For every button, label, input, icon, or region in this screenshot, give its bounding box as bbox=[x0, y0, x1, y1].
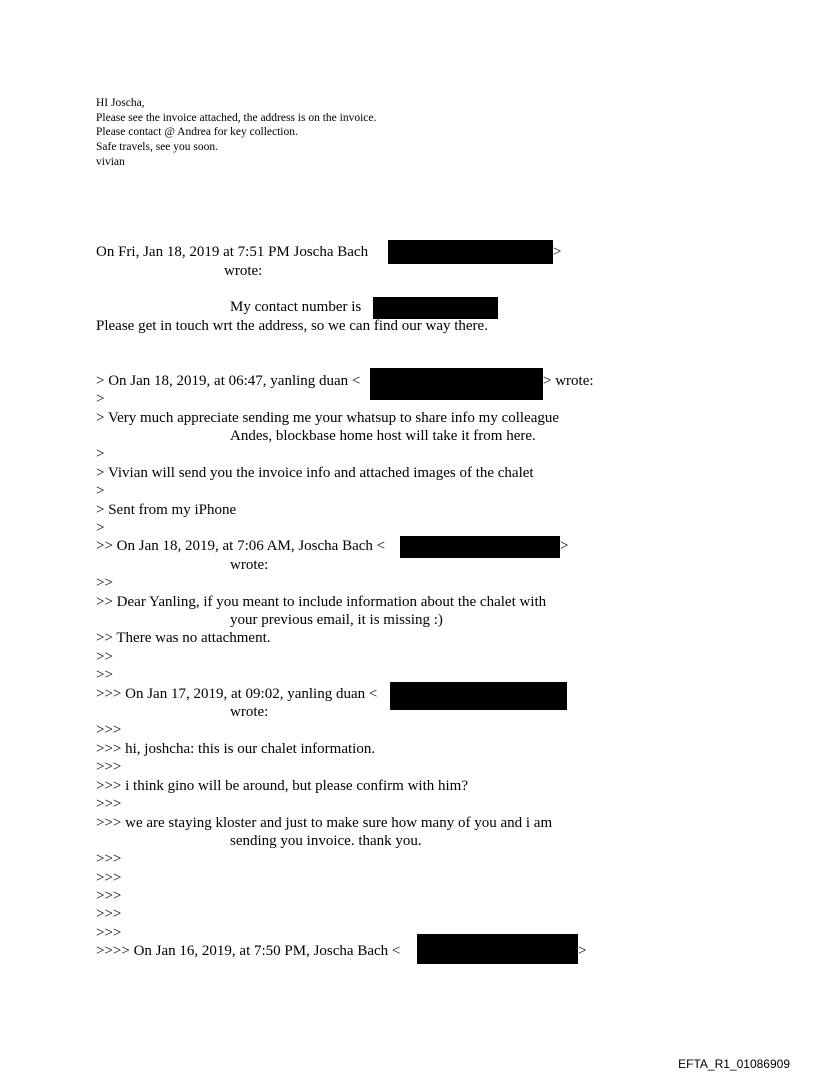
quote-line: >>> bbox=[96, 906, 122, 922]
msg1-body: Please get in touch wrt the address, so we can find our way there. bbox=[96, 318, 488, 334]
quote-line: > Sent from my iPhone bbox=[96, 502, 237, 518]
msg1-wrote: wrote: bbox=[224, 263, 263, 279]
quote-line: >> Dear Yanling, if you meant to include information about the chalet with bbox=[96, 594, 547, 610]
quote-line: > Very much appreciate sending me your whatsup to share info my colleague bbox=[96, 410, 560, 426]
greeting-line-3: Please contact @ Andrea for key collection. bbox=[96, 126, 298, 138]
quote-line: > bbox=[96, 391, 105, 407]
quote-line: >>> bbox=[96, 888, 122, 904]
msg1-header-tail: > bbox=[553, 244, 562, 260]
redaction-box bbox=[373, 297, 498, 319]
quote-line: >> bbox=[96, 667, 113, 683]
quote-line: > Vivian will send you the invoice info and attached images of the chalet bbox=[96, 465, 534, 481]
quote-line: >> bbox=[96, 649, 113, 665]
quote-line-wrapped: wrote: bbox=[230, 557, 269, 573]
quote-line-wrapped: sending you invoice. thank you. bbox=[230, 833, 422, 849]
quote-line: > bbox=[96, 483, 105, 499]
quote-line: >>> hi, joshcha: this is our chalet information. bbox=[96, 741, 376, 757]
redaction-box bbox=[417, 934, 578, 964]
quote-line: >>> bbox=[96, 796, 122, 812]
quote-line-wrapped: Andes, blockbase home host will take it from here. bbox=[230, 428, 536, 444]
quote-line: >> There was no attachment. bbox=[96, 630, 271, 646]
quote-line-wrapped: wrote: bbox=[230, 704, 269, 720]
quote-line-wrapped: your previous email, it is missing :) bbox=[230, 612, 443, 628]
quote-line: >>> i think gino will be around, but please confirm with him? bbox=[96, 778, 468, 794]
quote-line-tail: > wrote: bbox=[543, 373, 594, 389]
document-id-footer: EFTA_R1_01086909 bbox=[678, 1057, 790, 1071]
quote-line: >>>> On Jan 16, 2019, at 7:50 PM, Joscha Bach < bbox=[96, 943, 401, 959]
quote-line-tail: > bbox=[578, 943, 587, 959]
quote-line: > On Jan 18, 2019, at 06:47, yanling duan < bbox=[96, 373, 361, 389]
msg1-contact-label: My contact number is bbox=[230, 299, 362, 315]
redaction-box bbox=[400, 536, 560, 558]
quote-line: >> bbox=[96, 575, 113, 591]
greeting-signature: vivian bbox=[96, 156, 125, 168]
quote-line: >>> bbox=[96, 759, 122, 775]
quote-line-tail: > bbox=[560, 538, 569, 554]
quote-line: >>> bbox=[96, 925, 122, 941]
msg1-header: On Fri, Jan 18, 2019 at 7:51 PM Joscha Bach bbox=[96, 244, 369, 260]
greeting-line-2: Please see the invoice attached, the address is on the invoice. bbox=[96, 112, 377, 124]
quote-line: > bbox=[96, 446, 105, 462]
quote-line: >>> bbox=[96, 851, 122, 867]
redaction-box bbox=[370, 368, 543, 400]
quote-line: >>> bbox=[96, 870, 122, 886]
redaction-box bbox=[388, 240, 553, 264]
quote-line: >> On Jan 18, 2019, at 7:06 AM, Joscha Bach < bbox=[96, 538, 386, 554]
quote-line: > bbox=[96, 520, 105, 536]
quote-line: >>> we are staying kloster and just to make sure how many of you and i am bbox=[96, 815, 553, 831]
greeting-line-1: HI Joscha, bbox=[96, 97, 145, 109]
quote-line: >>> bbox=[96, 722, 122, 738]
quote-line: >>> On Jan 17, 2019, at 09:02, yanling duan < bbox=[96, 686, 378, 702]
redaction-box bbox=[390, 682, 567, 710]
greeting-line-4: Safe travels, see you soon. bbox=[96, 141, 218, 153]
